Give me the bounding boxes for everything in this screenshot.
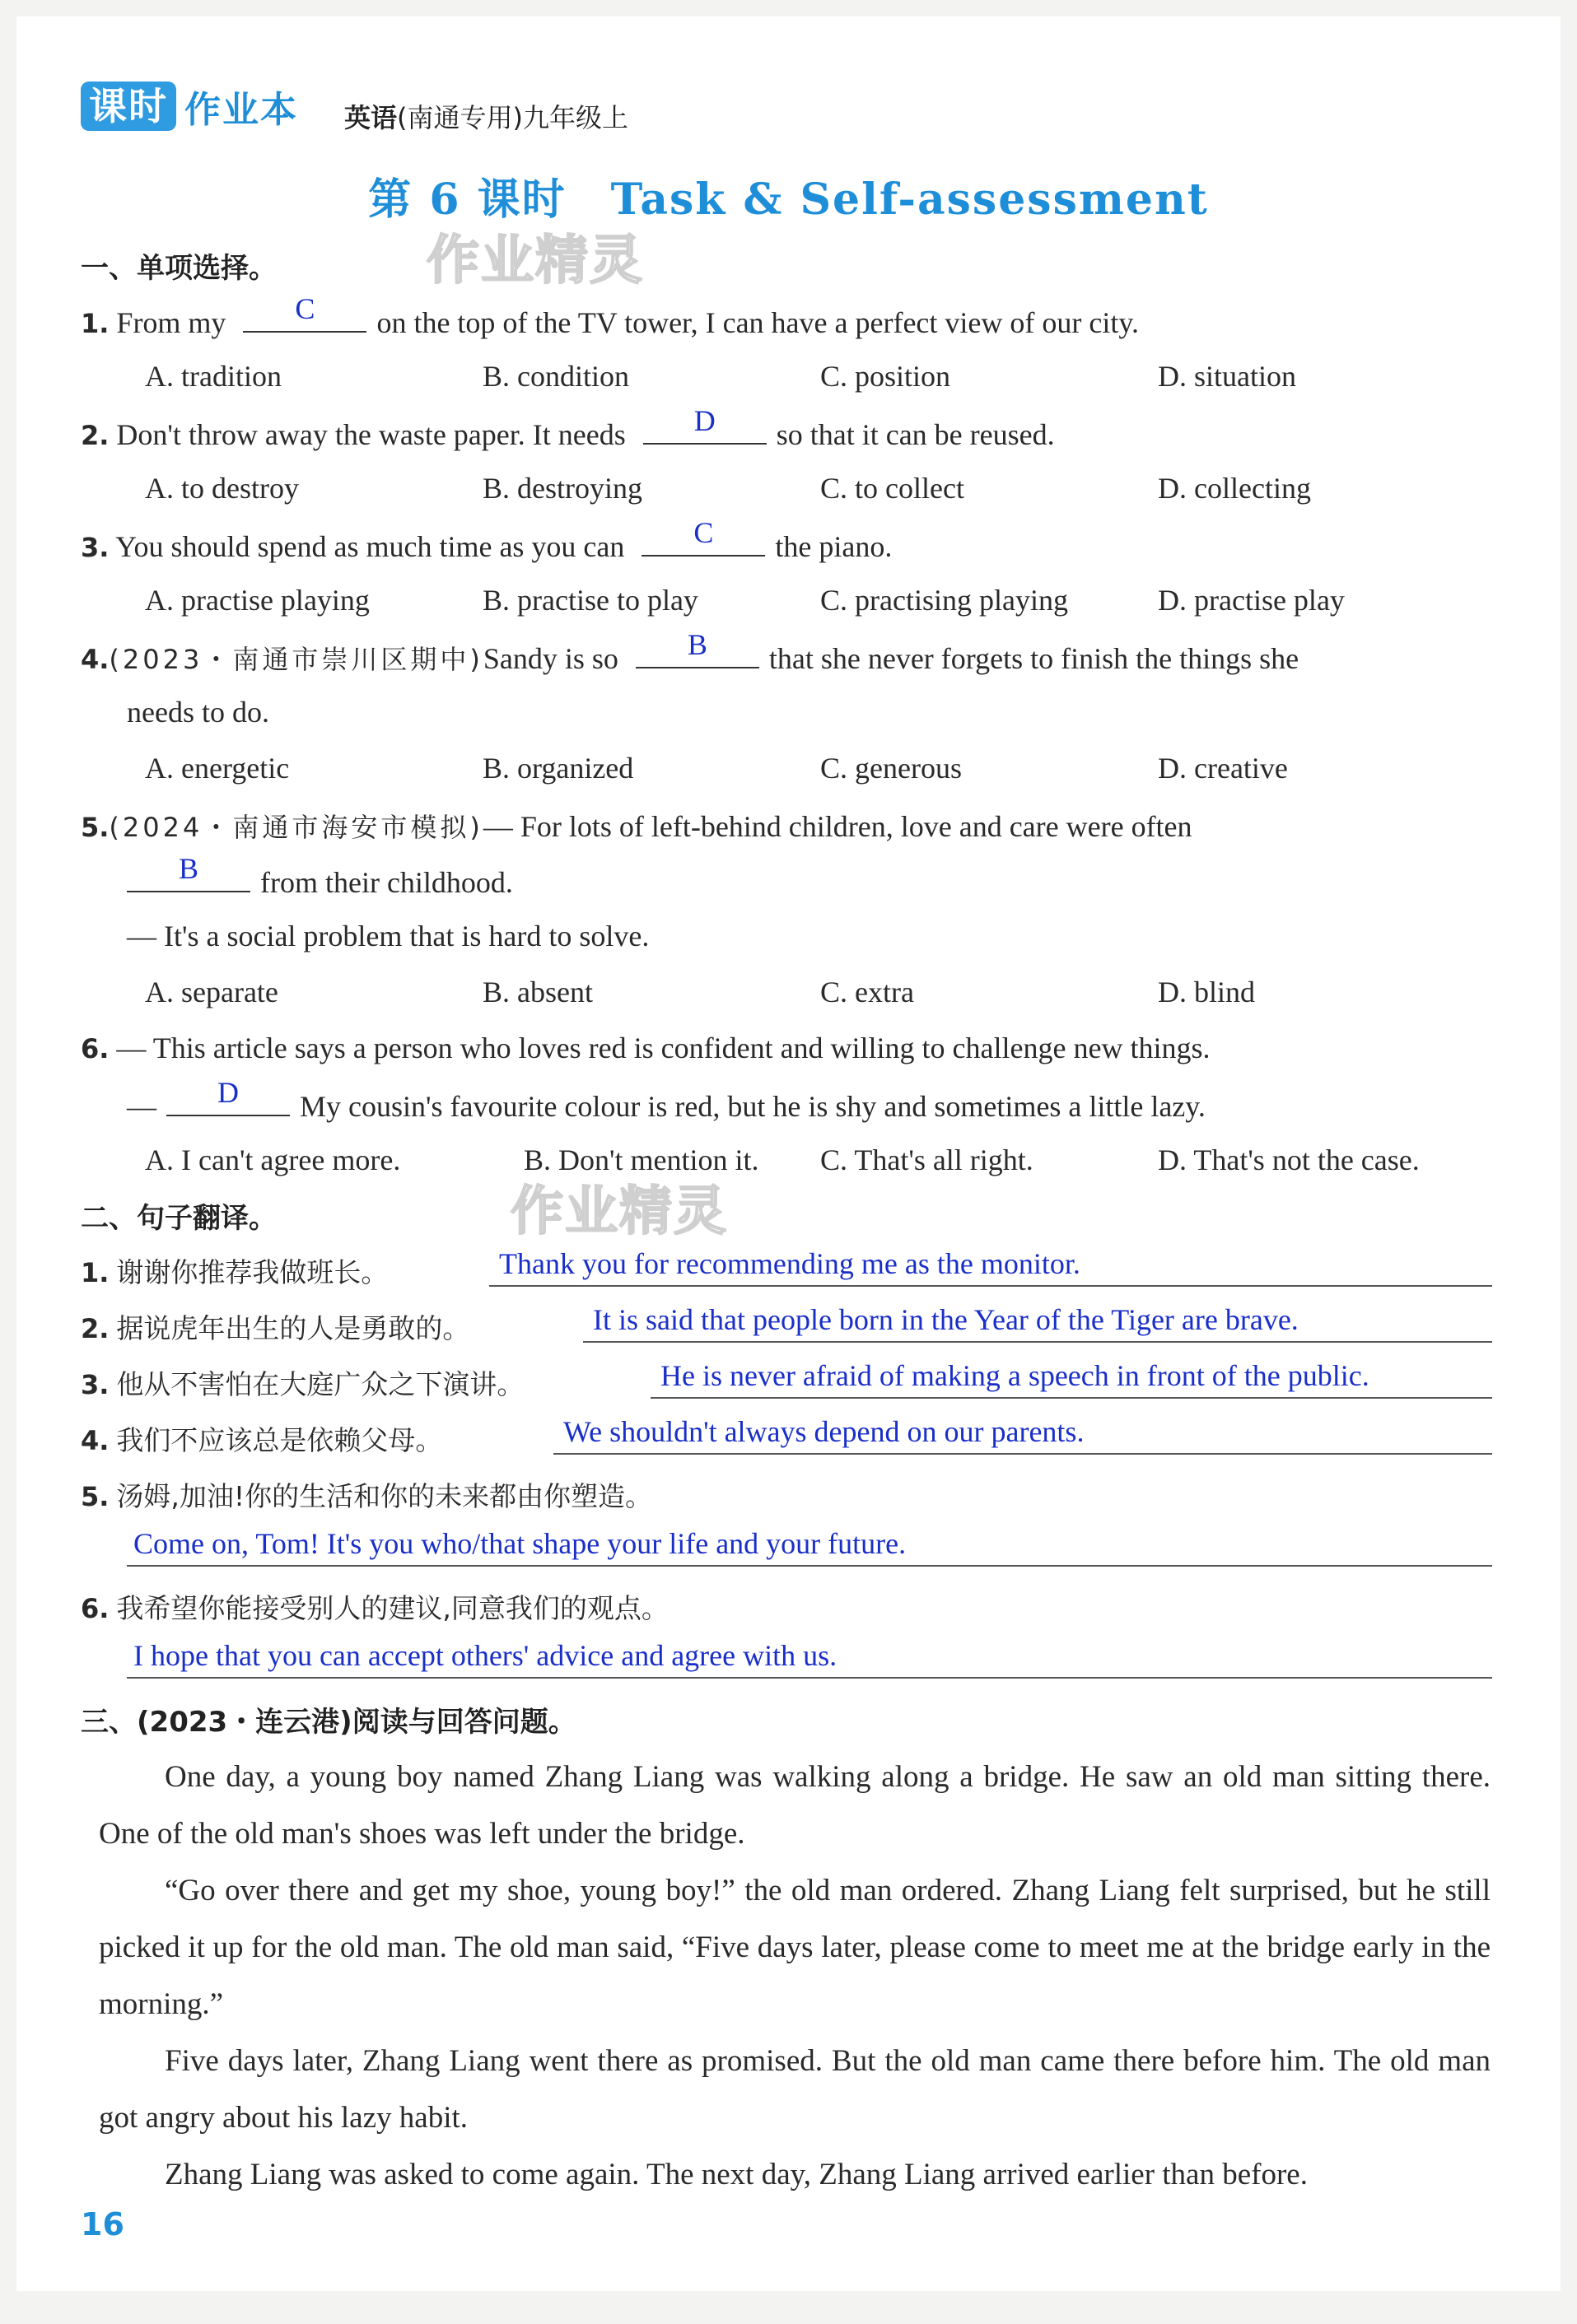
option-a: A. practise playing <box>145 584 370 617</box>
logo-text: 作业本 <box>184 89 298 131</box>
question-3: 3. You should spend as much time as you can C the piano. <box>81 516 893 563</box>
option-c: C. extra <box>820 976 914 1008</box>
reading-paragraph-2: “Go over there and get my shoe, young boy!” the old man ordered. Zhang Liang felt surprised, but he still picked it up for the old man. The old man said, “Five days later, please come to meet me at the bridge early in the morning.” <box>99 1874 1491 2021</box>
option-d: D. collecting <box>1158 472 1311 505</box>
worksheet-page <box>16 16 1561 2291</box>
answer-blank[interactable]: D <box>643 415 767 445</box>
question-2: 2. Don't throw away the waste paper. It needs D so that it can be reused. <box>81 404 1055 451</box>
answer-line <box>127 1565 1492 1567</box>
translation-answer-4[interactable]: We shouldn't always depend on our parents. <box>563 1415 1085 1448</box>
page-number: 16 <box>81 2206 124 2242</box>
subject-label <box>344 97 628 135</box>
option-c: C. position <box>820 360 951 393</box>
question-5-reply: — It's a social problem that is hard to solve. <box>127 920 650 952</box>
option-d: D. That's not the case. <box>1158 1143 1420 1176</box>
reading-paragraph-1: One day, a young boy named Zhang Liang was walking along a bridge. He saw an old man sitting there. One of the old man's shoes was left under the bridge. <box>99 1760 1491 1851</box>
translation-item-4: 4. 我们不应该总是依赖父母。 <box>81 1424 443 1456</box>
subject-edition: (南通专用)九年级上 <box>397 102 628 133</box>
answer-blank[interactable]: B <box>127 863 250 892</box>
watermark: 作业精灵 <box>427 231 644 291</box>
option-a: A. separate <box>145 976 278 1008</box>
translation-item-1: 1. 谢谢你推荐我做班长。 <box>81 1256 389 1288</box>
answer-blank[interactable]: D <box>166 1087 290 1116</box>
option-d: D. situation <box>1158 360 1296 393</box>
option-a: A. to destroy <box>145 472 299 505</box>
option-b: B. condition <box>483 360 629 393</box>
answer-line <box>651 1397 1492 1399</box>
translation-answer-2[interactable]: It is said that people born in the Year of the Tiger are brave. <box>593 1303 1299 1336</box>
answer-line <box>489 1285 1492 1287</box>
option-c: C. to collect <box>820 472 964 505</box>
option-a: A. energetic <box>145 752 290 785</box>
option-b: B. organized <box>483 752 634 785</box>
answer-line <box>583 1341 1492 1343</box>
option-d: D. practise play <box>1158 584 1345 617</box>
translation-item-6: 6. 我希望你能接受别人的建议,同意我们的观点。 <box>81 1592 669 1624</box>
question-6-line2: — D My cousin's favourite colour is red, but he is shy and sometimes a little lazy. <box>127 1076 1206 1123</box>
question-5: 5.(2024・南通市海安市模拟)— For lots of left-behind children, love and care were often <box>81 810 1192 843</box>
question-6: 6. — This article says a person who loves red is confident and willing to challenge new things. <box>81 1032 1211 1064</box>
translation-answer-3[interactable]: He is never afraid of making a speech in front of the public. <box>660 1359 1369 1392</box>
option-b: B. absent <box>483 976 593 1008</box>
translation-item-5: 5. 汤姆,加油!你的生活和你的未来都由你塑造。 <box>81 1480 653 1512</box>
question-source: (2023・南通市崇川区期中) <box>109 644 483 675</box>
option-a: A. I can't agree more. <box>145 1143 401 1176</box>
option-b: B. practise to play <box>483 584 698 617</box>
answer-blank[interactable]: C <box>243 303 366 333</box>
option-d: D. creative <box>1158 752 1288 785</box>
watermark: 作业精灵 <box>511 1181 728 1242</box>
answer-line <box>553 1453 1492 1455</box>
subject-name: 英语 <box>344 102 398 133</box>
option-c: C. That's all right. <box>820 1143 1033 1176</box>
translation-answer-1[interactable]: Thank you for recommending me as the monitor. <box>499 1247 1080 1280</box>
question-5-line2: B from their childhood. <box>127 863 513 900</box>
option-b: B. destroying <box>483 472 642 505</box>
section-title-choice: 一、单项选择。 <box>81 252 277 285</box>
reading-paragraph-3: Five days later, Zhang Liang went there as promised. But the old man came there before him. The old man got angry about his lazy habit. <box>99 2044 1491 2135</box>
brand-logo <box>81 81 298 132</box>
translation-item-3: 3. 他从不害怕在大庭广众之下演讲。 <box>81 1368 525 1400</box>
question-1: 1. From my C on the top of the TV tower, I can have a perfect view of our city. <box>81 292 1139 339</box>
option-a: A. tradition <box>145 360 282 393</box>
option-b: B. Don't mention it. <box>524 1143 759 1176</box>
reading-paragraph-4: Zhang Liang was asked to come again. The next day, Zhang Liang arrived earlier than before. <box>165 2158 1308 2191</box>
option-c: C. generous <box>820 752 962 785</box>
question-source: (2024・南通市海安市模拟) <box>109 812 483 843</box>
answer-blank[interactable]: C <box>642 527 765 557</box>
translation-answer-6[interactable]: I hope that you can accept others' advice and agree with us. <box>133 1639 837 1672</box>
section-title-translation: 二、句子翻译。 <box>81 1202 277 1235</box>
answer-blank[interactable]: B <box>636 639 759 668</box>
translation-answer-5[interactable]: Come on, Tom! It's you who/that shape your life and your future. <box>133 1527 907 1560</box>
question-4: 4.(2023・南通市崇川区期中)Sandy is so B that she never forgets to finish the things she <box>81 628 1299 675</box>
question-4-continued: needs to do. <box>127 696 269 729</box>
option-d: D. blind <box>1158 976 1256 1008</box>
option-c: C. practising playing <box>820 584 1068 617</box>
answer-line <box>127 1677 1492 1679</box>
section-title-reading: 三、(2023・连云港)阅读与回答问题。 <box>81 1706 576 1739</box>
logo-mark: 课时 <box>81 82 176 131</box>
lesson-title: 第 6 课时 Task & Self-assessment <box>368 175 1209 225</box>
translation-item-2: 2. 据说虎年出生的人是勇敢的。 <box>81 1312 470 1344</box>
